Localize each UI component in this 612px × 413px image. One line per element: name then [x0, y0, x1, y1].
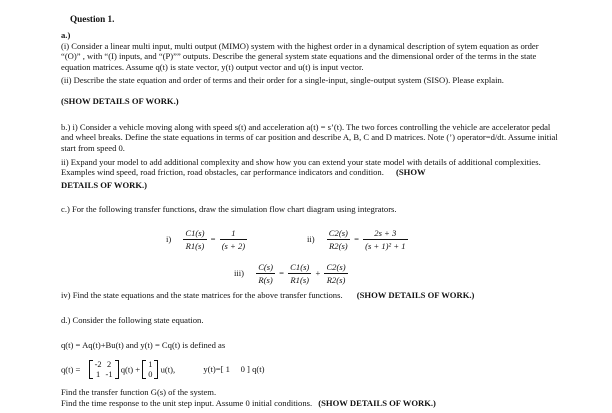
eq3-lhs [256, 262, 275, 286]
part-b-ii-text [61, 157, 560, 178]
part-a-show-details: (SHOW DETAILS OF WORK.) [61, 96, 179, 106]
transfer-function-3: iii) $\frac{C(s)}{R(s)}$ = $\frac{C1(s)}{R1(s)}$ + $\frac{C2(s)}{R2(s)}$ [234, 262, 346, 286]
eq2-lhs-num: C2(s) [327, 228, 350, 240]
question-title: Question 1. [70, 14, 115, 24]
output-equation: y(t)=[ 1 0 ] q(t) [203, 364, 265, 375]
eq1-label: i) [166, 233, 172, 244]
eq1-lhs [183, 228, 206, 252]
matrix-b-cell: 1 [148, 360, 153, 369]
part-d-show-details: (SHOW DETAILS OF WORK.) [318, 398, 436, 408]
eq2-label: ii) [307, 233, 315, 244]
part-c-iv-line [61, 290, 474, 300]
qdot-label: q(t) = [61, 364, 81, 375]
part-c-show-details: (SHOW DETAILS OF WORK.) [356, 290, 475, 300]
eq3-term2-den: R2(s) [326, 275, 346, 286]
matrix-a-cell: 1 [95, 369, 101, 379]
matrix-a [89, 360, 119, 379]
matrix-a-cell: -2 [94, 360, 102, 369]
eq3-term2-num: C2(s) [324, 262, 347, 274]
transfer-function-2: ii) $\frac{C2(s)}{R2(s)}$ = $\frac{2s + 3}{\text{(s + 1)² + 1}}$ [307, 228, 406, 252]
part-c-intro: c.) For the following transfer functions, draw the simulation flow chart diagram using integrators. [61, 204, 397, 214]
eq3-term2 [324, 262, 347, 286]
matrix-b-cell: 0 [148, 369, 153, 379]
part-d-find-response-line [61, 398, 436, 408]
part-b-ii-body: ii) Expand your model to add additional complexity and show how you can extend your state model with details of additional complexities. Examples wind speed, road friction, road obstacles, car performance indicators and condition. [61, 157, 541, 178]
part-a-i-text: (i) Consider a linear multi input, multi output (MIMO) system with the highest order in a dynamical description of sytem equation as order “(O)” , with “(I) inputs, and “(P)”” outputs. Describe the general system state equations and the dimensional order of the terms in the state equation matrices. Assume q(t) is state vector, y(t) output vector and u(t) is input vector. [61, 41, 539, 72]
eq2-rhs-den: (s + 1)² + 1 [365, 241, 406, 252]
part-d-intro: d.) Consider the following state equation. [61, 315, 204, 325]
eq2-lhs [327, 228, 350, 252]
part-a-ii-text: (ii) Describe the state equation and order of terms and their order for a single-input, single-output system (SISO). Please explain. [61, 75, 504, 85]
part-c-iv-text: iv) Find the state equations and the state matrices for the above transfer functions. [61, 290, 343, 300]
eq2-rhs [363, 228, 407, 252]
q-term: q(t) + [120, 364, 141, 375]
u-term: u(t), [160, 364, 176, 375]
eq1-rhs-den: (s + 2) [221, 241, 246, 252]
eq2-lhs-den: R2(s) [329, 241, 348, 252]
eq3-term1-den: R1(s) [290, 275, 310, 286]
eq3-term1-num: C1(s) [288, 262, 311, 274]
part-b-show-inline: (SHOW [396, 167, 426, 178]
eq1-rhs-num: 1 [220, 228, 247, 240]
part-d-definition: q(t) = Aq(t)+Bu(t) and y(t) = Cq(t) is defined as [61, 340, 226, 350]
eq1-rhs [220, 228, 247, 252]
part-d-find-transfer: Find the transfer function G(s) of the system. [61, 387, 217, 397]
part-a-label: a.) [61, 30, 71, 40]
state-equation [61, 360, 264, 379]
eq3-lhs-num: C(s) [256, 262, 275, 274]
matrix-b [142, 360, 158, 379]
part-d-find-response: Find the time response to the unit step input. Assume 0 initial conditions. [61, 398, 313, 408]
eq3-label: iii) [234, 267, 245, 278]
part-b-i-text: b.) i) Consider a vehicle moving along with speed s(t) and acceleration a(t) = s’(t). The two forces controlling the vehicle are accelerator pedal and wheel breaks. Define the state equations in terms of car position and describe A, B, C and D matrices. Note (’) operator=d/dt. Assume initial start from speed 0. [61, 122, 558, 153]
matrix-a-cell: -1 [105, 369, 113, 379]
eq1-lhs-den: R1(s) [185, 241, 205, 252]
matrix-a-cell: 2 [106, 360, 112, 369]
eq3-lhs-den: R(s) [258, 275, 273, 286]
transfer-function-1: i) $\frac{C1(s)}{R1(s)}$ = $\frac{1}{(s + 2)}$ [166, 228, 246, 252]
part-b-show-end: DETAILS OF WORK.) [61, 180, 148, 190]
eq3-term1 [288, 262, 311, 286]
eq2-rhs-num: 2s + 3 [363, 228, 407, 240]
eq1-lhs-num: C1(s) [183, 228, 206, 240]
